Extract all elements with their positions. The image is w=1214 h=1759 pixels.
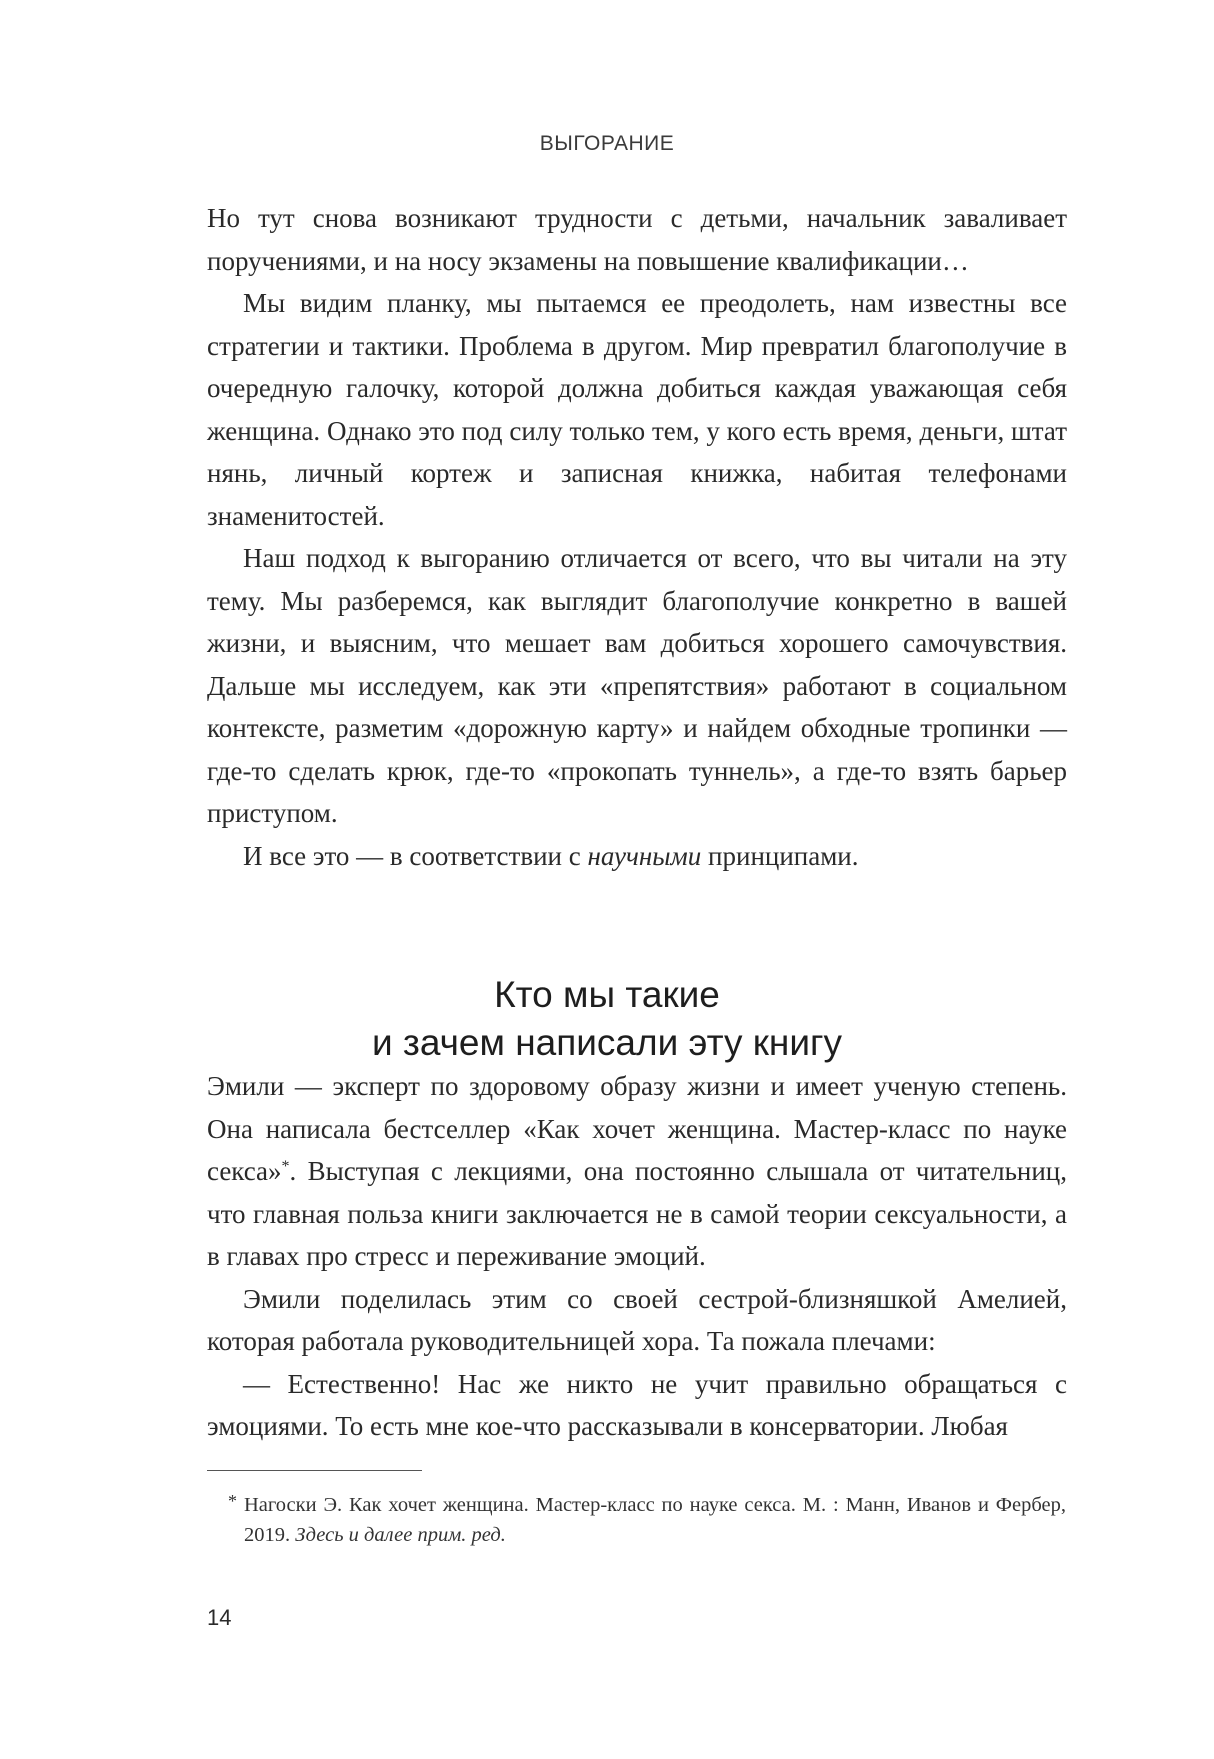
text-block-intro [207,197,1067,877]
paragraph: Наш подход к выгоранию отличается от всего, что вы читали на эту тему. Мы разберемся, как выглядит благополучие конкретно в вашей жизни, и выясним, что мешает вам добиться хорошего самочувствия. Дальше мы исследуем, как эти «препятствия» работают в социальном контексте, разметим «дорожную карту» и найдем обходные тропинки — где-то сделать крюк, где-то «прокопать туннель», а где-то взять барьер приступом. [207,543,1067,828]
footnote-divider [207,1470,422,1471]
paragraph: Эмили поделилась этим со своей сестрой-близняшкой Амелией, которая работала руководительницей хора. Та пожала плечами: [207,1283,1067,1356]
text-run: И все это — в соответствии с [243,840,588,871]
paragraph [207,1065,1067,1278]
footnote [228,1490,1066,1550]
paragraph: — Естественно! Нас же никто не учит правильно обращаться с эмоциями. То есть мне кое-что рассказывали в консерватории. Любая [207,1368,1067,1441]
text-run: принципами. [701,840,859,871]
footnote-text: Нагоски Э. Как хочет женщина. Мастер-класс по науке секса. М. : Манн, Иванов и Фербер, 2019. [244,1494,1066,1546]
footnote-reference: * [281,1158,290,1175]
paragraph [207,835,1067,878]
italic-emphasis: научными [587,840,702,871]
footnote-italic: Здесь и далее прим. ред. [295,1524,506,1546]
footnote-mark: * [228,1491,237,1511]
page-number: 14 [207,1605,232,1630]
text-run: Эмили — эксперт по здоровому образу жизни и имеет ученую степень. Она написала бестселлер «Как хочет женщина. Мастер-класс по науке секса» [207,1071,1067,1186]
running-head: ВЫГОРАНИЕ [539,132,675,155]
heading-line-1: Кто мы такие [494,973,720,1015]
text-run: . Выступая с лекциями, она постоянно слышала от читательниц, что главная польза книги заключается не в самой теории сексуальности, а в главах про стресс и переживание эмоций. [207,1156,1067,1271]
heading-line-2: и зачем написали эту книгу [371,1021,843,1063]
paragraph: Но тут снова возникают трудности с детьми, начальник заваливает поручениями, и на носу экзамены на повышение квалификации… [207,203,1067,276]
section-heading [0,971,1214,1067]
text-block-authors [207,1065,1067,1448]
paragraph: Мы видим планку, мы пытаемся ее преодолеть, нам известны все стратегии и тактики. Проблема в другом. Мир превратил благополучие в очередную галочку, которой должна добиться каждая уважающая себя женщина. Однако это под силу только тем, у кого есть время, деньги, штат нянь, личный кортеж и записная книжка, набитая телефонами знаменитостей. [207,288,1067,531]
